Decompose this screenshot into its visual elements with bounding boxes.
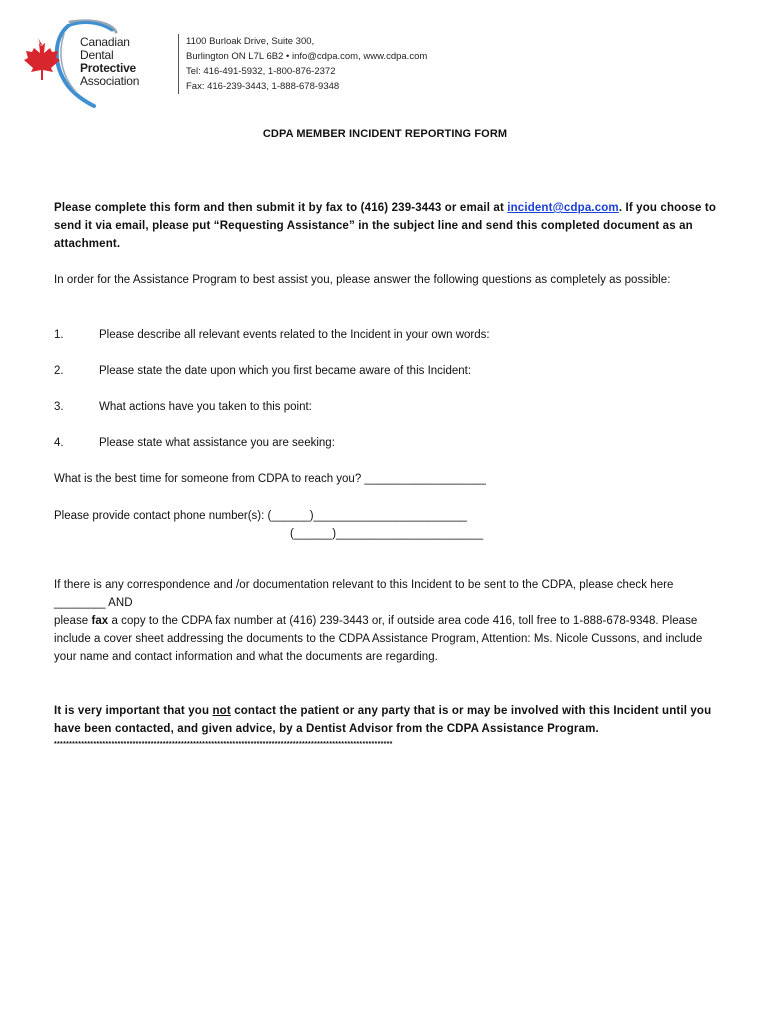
question-text: Please state what assistance you are seeking: (99, 437, 335, 449)
important-before: It is very important that you (54, 705, 213, 717)
fax-before: please (54, 615, 92, 627)
question-number: 1. (54, 329, 64, 341)
address-block (178, 34, 427, 94)
phone-number-field-1[interactable]: Please provide contact phone number(s): (______)________________________ (54, 510, 468, 522)
question-number: 4. (54, 437, 64, 449)
address-line-4: Fax: 416-239-3443, 1-888-678-9348 (186, 81, 340, 92)
fax-emphasis: fax (91, 615, 109, 627)
fax-after: a copy to the CDPA fax number at (416) 239-3443 or, if outside area code 416, toll free to 1-888-678-9348. Please include a cover sheet addressing the documents to the CDPA Assistance Program, Attention: Ms. Nicole Cussons, and include your name and contact information and what the documents are regarding. (54, 615, 703, 663)
important-notice (54, 702, 719, 738)
correspondence-fax-line (54, 612, 719, 666)
intro-before-link: Please complete this form and then submit it by fax to (416) 239-3443 or email at (54, 202, 508, 214)
correspondence-paragraph (54, 576, 719, 666)
important-underlined: not (212, 705, 231, 717)
incident-email-link[interactable]: incident@cdpa.com (507, 202, 619, 214)
important-after: contact the patient or any party that is or may be involved with this Incident until you have been contacted, and given advice, by a Dentist Advisor from the CDPA Assistance Program. (54, 705, 712, 735)
cdpa-logo (24, 16, 164, 111)
question-number: 2. (54, 365, 64, 377)
question-text: Please state the date upon which you first became aware of this Incident: (99, 365, 472, 377)
address-line-2: Burlington ON L7L 6B2 • info@cdpa.com, www.cdpa.com (186, 51, 428, 62)
asterisk-divider: **************************************************************************************************************** (54, 741, 393, 748)
address-line-1: 1100 Burloak Drive, Suite 300, (186, 36, 315, 47)
logo-line-4: Association (80, 74, 140, 88)
order-paragraph: In order for the Assistance Program to best assist you, please answer the following questions as completely as possible: (54, 274, 671, 286)
address-line-3: Tel: 416-491-5932, 1-800-876-2372 (186, 66, 336, 77)
intro-after-link: . If you choose to send it via email, please put “Requesting Assistance” in the subject line and send this completed document as an attachment. (54, 202, 717, 250)
logo-line-3: Protective (80, 61, 137, 75)
phone-number-field-2[interactable]: (______)_______________________ (290, 528, 484, 540)
form-title: CDPA MEMBER INCIDENT REPORTING FORM (262, 128, 508, 140)
intro-paragraph (54, 199, 719, 253)
logo-wordmark (80, 36, 139, 88)
best-time-field[interactable]: What is the best time for someone from CDPA to reach you? ___________________ (54, 473, 486, 485)
question-number: 3. (54, 401, 64, 413)
logo-line-2: Dental (80, 48, 114, 62)
logo-line-1: Canadian (80, 35, 130, 49)
question-text: What actions have you taken to this point: (99, 401, 312, 413)
question-text: Please describe all relevant events related to the Incident in your own words: (99, 329, 490, 341)
correspondence-check-line: If there is any correspondence and /or documentation relevant to this Incident to be sent to the CDPA, please check here ________ AND (54, 579, 674, 609)
maple-leaf-icon (24, 38, 60, 80)
